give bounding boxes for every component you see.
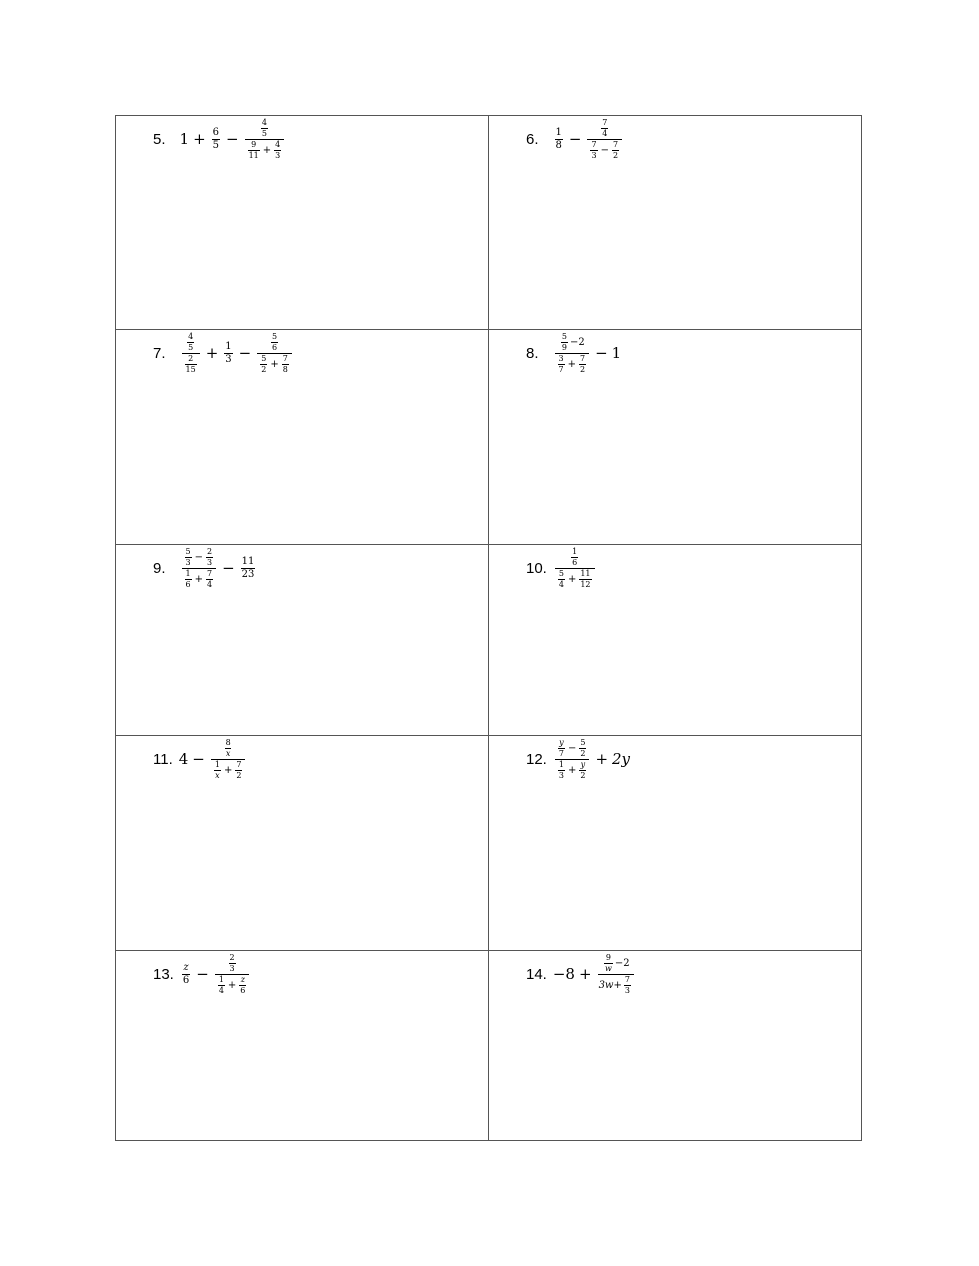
expression-14 (526, 954, 636, 995)
fraction (601, 119, 608, 138)
numerator: 5 (561, 332, 567, 341)
operator: + (595, 750, 609, 768)
table-row (116, 951, 862, 1141)
operator: + (227, 979, 237, 991)
expression-5 (153, 119, 286, 160)
fraction (185, 355, 197, 374)
fraction (241, 557, 256, 580)
complex-fraction (182, 333, 200, 374)
numerator: 7 (612, 140, 619, 149)
denominator: 23 (241, 569, 255, 580)
denominator: 7 (558, 365, 564, 374)
term: −8 (552, 965, 575, 983)
denominator: 3 (229, 964, 235, 973)
denominator: 3 (207, 558, 213, 567)
fraction (235, 761, 242, 780)
denominator: 5 (188, 343, 194, 352)
numerator: 5 (558, 569, 564, 578)
denominator: 6 (240, 986, 246, 995)
numerator: 7 (624, 975, 630, 984)
expression-11 (153, 739, 247, 780)
term: 3w+ (598, 979, 622, 991)
problem-number: 11. (153, 751, 173, 768)
numerator: y (580, 760, 586, 769)
numerator: 7 (580, 354, 586, 363)
numerator: y (559, 738, 564, 747)
fraction (212, 128, 220, 151)
numerator: 4 (275, 140, 281, 149)
expression-12 (526, 739, 630, 780)
complex-fraction (598, 954, 634, 995)
numerator: 2 (188, 354, 194, 363)
denominator: 2 (236, 771, 242, 780)
denominator: 3 (558, 771, 564, 780)
denominator: 2 (580, 749, 586, 758)
fraction (260, 355, 267, 374)
table-row (116, 330, 862, 545)
fraction (579, 739, 586, 758)
operator: − (238, 344, 252, 362)
numerator: z (183, 962, 189, 973)
fraction (555, 128, 563, 151)
numerator: 9 (605, 953, 611, 962)
operator: + (205, 344, 219, 362)
problem-cell-8 (489, 330, 862, 545)
numerator: 9 (251, 140, 257, 149)
denominator: x (225, 749, 231, 758)
denominator: 9 (561, 343, 567, 352)
fraction (239, 976, 246, 995)
fraction (214, 761, 221, 780)
fraction (224, 342, 232, 365)
fraction (248, 141, 260, 160)
fraction (604, 954, 613, 973)
complex-fraction (215, 954, 250, 995)
denominator: 6 (271, 343, 278, 352)
fraction (558, 761, 565, 780)
operator: + (223, 764, 233, 776)
numerator: 6 (212, 127, 220, 138)
problem-number: 10. (526, 560, 547, 577)
numerator: 8 (225, 738, 231, 747)
problem-cell-12 (489, 736, 862, 951)
problem-cell-5 (116, 116, 489, 330)
operator: + (567, 358, 576, 370)
term: −2 (614, 957, 630, 969)
expression-7 (153, 333, 294, 374)
problem-cell-13 (116, 951, 489, 1141)
operator: − (196, 965, 209, 983)
fraction (185, 548, 192, 567)
denominator: 3 (624, 986, 630, 995)
numerator: 7 (591, 140, 597, 149)
denominator: 3 (225, 354, 232, 365)
complex-fraction (555, 739, 590, 780)
denominator: 4 (558, 580, 564, 589)
operator: + (262, 144, 272, 156)
term: 4 (178, 750, 189, 768)
numerator: 1 (558, 760, 564, 769)
numerator: 5 (185, 547, 191, 556)
operator: − (222, 559, 235, 577)
fraction (271, 333, 278, 352)
numerator: 11 (580, 569, 591, 578)
denominator: 2 (580, 771, 586, 780)
denominator: 2 (261, 365, 267, 374)
operator: − (226, 130, 239, 148)
problem-cell-9 (116, 545, 489, 736)
table-row (116, 736, 862, 951)
problem-number: 14. (526, 966, 547, 983)
fraction (558, 355, 565, 374)
operator: + (567, 764, 577, 776)
table-row (116, 545, 862, 736)
operator: − (194, 551, 203, 563)
numerator: 7 (282, 354, 288, 363)
problem-number: 9. (153, 560, 166, 577)
problem-number: 8. (526, 345, 539, 362)
complex-fraction (555, 548, 595, 589)
denominator: 12 (580, 580, 591, 589)
denominator: 4 (602, 129, 608, 138)
denominator: 8 (555, 140, 562, 151)
denominator: 2 (580, 365, 586, 374)
operator: − (568, 130, 582, 148)
operator: + (578, 965, 592, 983)
denominator: 3 (185, 558, 191, 567)
numerator: 7 (207, 569, 213, 578)
numerator: 7 (236, 760, 242, 769)
term: 1 (611, 344, 622, 362)
term: 1 (179, 130, 190, 148)
numerator: 2 (229, 953, 235, 962)
denominator: 7 (558, 749, 564, 758)
problem-number: 12. (526, 751, 547, 768)
fraction (206, 548, 213, 567)
numerator: 7 (602, 118, 608, 127)
denominator: 6 (182, 975, 190, 986)
fraction (590, 141, 597, 160)
fraction (261, 119, 268, 138)
denominator: x (215, 771, 220, 780)
fraction (206, 570, 213, 589)
fraction (225, 739, 232, 758)
numerator: 3 (558, 354, 564, 363)
operator: + (194, 573, 203, 585)
numerator: 1 (572, 547, 578, 556)
complex-fraction (587, 119, 622, 160)
problem-cell-10 (489, 545, 862, 736)
fraction (282, 355, 289, 374)
fraction (612, 141, 619, 160)
denominator: 4 (218, 986, 224, 995)
expression-13 (153, 954, 251, 995)
complex-fraction (555, 333, 590, 374)
fraction (182, 963, 190, 986)
fraction (229, 954, 236, 973)
numerator: 4 (188, 332, 194, 341)
fraction (561, 333, 568, 352)
complex-fraction (257, 333, 292, 374)
numerator: 1 (225, 341, 232, 352)
operator: − (567, 742, 577, 754)
operator: − (600, 144, 609, 156)
numerator: 5 (271, 332, 278, 341)
complex-fraction (211, 739, 246, 780)
fraction (624, 976, 631, 995)
denominator: 3 (275, 151, 281, 160)
expression-9 (153, 548, 257, 589)
numerator: 5 (261, 354, 267, 363)
fraction (218, 976, 225, 995)
denominator: 6 (572, 558, 578, 567)
complex-fraction (245, 119, 285, 160)
expression-10 (526, 548, 597, 589)
fraction (558, 739, 565, 758)
problem-number: 13. (153, 966, 174, 983)
problem-number: 6. (526, 131, 539, 148)
denominator: w (604, 964, 612, 973)
worksheet-table (115, 115, 862, 1141)
numerator: 4 (261, 118, 267, 127)
numerator: 1 (218, 975, 224, 984)
numerator: 5 (580, 738, 586, 747)
operator: + (567, 573, 577, 585)
fraction (571, 548, 578, 567)
numerator: 11 (241, 556, 255, 567)
problem-cell-7 (116, 330, 489, 545)
problem-number: 7. (153, 345, 166, 362)
operator: + (193, 130, 206, 148)
table-row (116, 116, 862, 330)
complex-fraction (182, 548, 217, 589)
problem-cell-11 (116, 736, 489, 951)
expression-8 (526, 333, 621, 374)
numerator: z (240, 975, 245, 984)
numerator: 1 (555, 127, 562, 138)
denominator: 5 (261, 129, 267, 138)
expression-6 (526, 119, 624, 160)
numerator: 1 (185, 569, 191, 578)
fraction (185, 570, 192, 589)
numerator: 1 (214, 760, 220, 769)
denominator: 2 (612, 151, 619, 160)
operator: + (270, 358, 279, 370)
fraction (579, 355, 586, 374)
numerator: 2 (207, 547, 213, 556)
term: 2y (612, 750, 631, 768)
fraction (187, 333, 194, 352)
fraction (274, 141, 281, 160)
term: −2 (569, 336, 585, 348)
denominator: 15 (185, 365, 196, 374)
denominator: 3 (591, 151, 597, 160)
fraction (558, 570, 565, 589)
problem-cell-14 (489, 951, 862, 1141)
denominator: 8 (282, 365, 288, 374)
denominator: 4 (207, 580, 213, 589)
denominator: 6 (185, 580, 191, 589)
operator: − (192, 750, 205, 768)
problem-cell-6 (489, 116, 862, 330)
denominator: 5 (212, 140, 220, 151)
fraction (579, 570, 591, 589)
problem-number: 5. (153, 131, 166, 148)
fraction (579, 761, 586, 780)
denominator: 11 (248, 151, 259, 160)
operator: − (595, 344, 608, 362)
